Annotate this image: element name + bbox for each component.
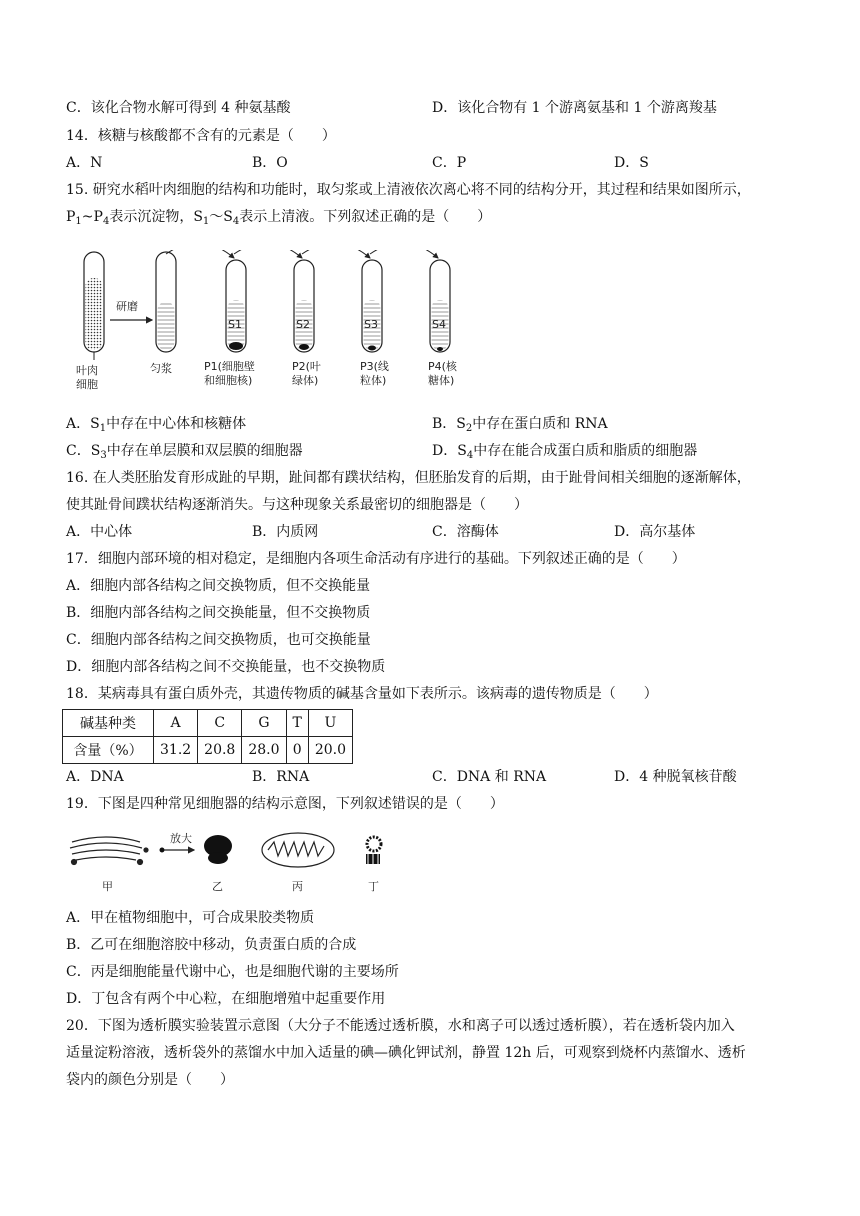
leaf-label-2: 细胞 <box>76 378 98 391</box>
q19-option-a: A．甲在植物细胞中，可合成果胶类物质 <box>66 910 315 926</box>
q20-stem-line1: 20．下图为透析膜实验装置示意图（大分子不能透过透析膜，水和离子可以透过透析膜），若在透析袋内加入 <box>66 1018 735 1034</box>
q15-stem-line1: 15. 研究水稻叶肉细胞的结构和功能时，取匀浆或上清液依次离心将不同的结构分开，其过程和结果如图所示， <box>66 182 751 198</box>
table-cell: 20.8 <box>198 737 242 764</box>
q18-option-c: C．DNA 和 RNA <box>432 769 547 785</box>
mitochondrion-icon <box>262 833 334 867</box>
q14-option-d: D．S <box>614 155 649 171</box>
q15-option-c: C．$S_3$中存在单层膜和双层膜的细胞器 <box>66 443 303 461</box>
q16-option-d: D．高尔基体 <box>614 524 696 540</box>
table-cell: G <box>242 710 286 737</box>
transfer-arrow-icon <box>234 250 302 258</box>
homogenate-label: 匀浆 <box>150 362 172 375</box>
q19-option-d: D．丁包含有两个中心粒，在细胞增殖中起重要作用 <box>66 991 386 1007</box>
q15-stem-line2: $P_1\sim P_4$表示沉淀物，$S_1\sim S_4$表示上清液。下列叙述正确的是（ ） <box>66 209 492 227</box>
tube-s4-icon <box>430 260 450 352</box>
s1-label: S1 <box>228 318 242 331</box>
table-cell: T <box>286 710 308 737</box>
label-yi: 乙 <box>212 880 223 893</box>
p2-label-2: 绿体) <box>292 374 319 387</box>
q19-stem: 19．下图是四种常见细胞器的结构示意图，下列叙述错误的是（ ） <box>66 796 504 812</box>
q15-option-d: D．$S_4$中存在能合成蛋白质和脂质的细胞器 <box>432 443 698 461</box>
q13-option-c: C．该化合物水解可得到 4 种氨基酸 <box>66 100 291 116</box>
p3-label-1: P3(线 <box>360 360 389 373</box>
p2-label-1: P2(叶 <box>292 360 321 373</box>
p4-label-1: P4(核 <box>428 360 457 373</box>
q17-option-b: B．细胞内部各结构之间交换能量，但不交换物质 <box>66 605 371 621</box>
grind-label: 研磨 <box>116 300 138 313</box>
q17-option-a: A．细胞内部各结构之间交换物质，但不交换能量 <box>66 578 371 594</box>
p1-label-1: P1(细胞壁 <box>204 360 255 373</box>
s3-label: S3 <box>364 318 378 331</box>
q15-option-a: A．$S_1$中存在中心体和核糖体 <box>66 416 247 434</box>
p3-label-2: 粒体) <box>360 374 387 387</box>
q19-option-c: C．丙是细胞能量代谢中心，也是细胞代谢的主要场所 <box>66 964 399 980</box>
q14-option-a: A．N <box>66 155 103 171</box>
q16-option-b: B．内质网 <box>252 524 319 540</box>
q20-stem-line3: 袋内的颜色分别是（ ） <box>66 1072 234 1088</box>
table-cell: 碱基种类 <box>63 710 154 737</box>
enlarge-label: 放大 <box>170 832 192 845</box>
table-row <box>63 737 353 764</box>
q14-option-c: C．P <box>432 155 467 171</box>
q16-option-a: A．中心体 <box>66 524 133 540</box>
table-cell: 含量（%） <box>63 737 154 764</box>
base-content-table <box>62 709 353 764</box>
ribosome-icon <box>204 835 232 864</box>
q16-stem-line2: 使其趾骨间蹼状结构逐渐消失。与这种现象关系最密切的细胞器是（ ） <box>66 497 528 513</box>
leaf-cell-tube-icon <box>84 252 104 360</box>
organelle-figure <box>66 828 406 898</box>
q18-stem: 18．某病毒具有蛋白质外壳，其遗传物质的碱基含量如下表所示。该病毒的遗传物质是（ ） <box>66 686 658 702</box>
tube-s3-icon <box>362 260 382 352</box>
table-cell: 20.0 <box>308 737 352 764</box>
q14-stem: 14．核糖与核酸都不含有的元素是（ ） <box>66 128 336 144</box>
golgi-icon <box>70 837 148 865</box>
q13-option-d: D．该化合物有 1 个游离氨基和 1 个游离羧基 <box>432 100 717 116</box>
q17-option-d: D．细胞内部各结构之间不交换能量，也不交换物质 <box>66 659 386 675</box>
p1-label-2: 和细胞核) <box>204 374 253 387</box>
s4-label: S4 <box>432 318 446 331</box>
p4-label-2: 糖体) <box>428 374 455 387</box>
centrosome-icon <box>366 837 381 864</box>
label-bing: 丙 <box>292 880 303 893</box>
q18-option-d: D．4 种脱氧核苷酸 <box>614 769 737 785</box>
centrifuge-figure <box>66 250 476 400</box>
q15-option-b: B．$S_2$中存在蛋白质和 RNA <box>432 416 608 434</box>
s2-label: S2 <box>296 318 310 331</box>
q16-stem-line1: 16. 在人类胚胎发育形成趾的早期，趾间都有蹼状结构，但胚胎发育的后期，由于趾骨间相关细胞的逐渐解体， <box>66 470 751 486</box>
q18-option-b: B．RNA <box>252 769 310 785</box>
transfer-arrow-icon <box>166 250 234 258</box>
table-cell: A <box>154 710 198 737</box>
label-jia: 甲 <box>102 880 113 893</box>
tube-s1-icon <box>226 260 246 352</box>
transfer-arrow-icon <box>370 250 438 258</box>
leaf-label-1: 叶肉 <box>76 364 98 377</box>
q17-option-c: C．细胞内部各结构之间交换物质，也可交换能量 <box>66 632 371 648</box>
homogenate-tube-icon <box>156 252 176 352</box>
table-cell: 28.0 <box>242 737 286 764</box>
ribosome-dot-icon <box>160 848 165 853</box>
table-cell: 31.2 <box>154 737 198 764</box>
table-cell: C <box>198 710 242 737</box>
table-row <box>63 710 353 737</box>
label-ding: 丁 <box>368 880 379 893</box>
transfer-arrow-icon <box>302 250 370 258</box>
q17-stem: 17．细胞内部环境的相对稳定，是细胞内各项生命活动有序进行的基础。下列叙述正确的是（ ） <box>66 551 686 567</box>
q16-option-c: C．溶酶体 <box>432 524 499 540</box>
q19-option-b: B．乙可在细胞溶胶中移动，负责蛋白质的合成 <box>66 937 357 953</box>
q20-stem-line2: 适量淀粉溶液，透析袋外的蒸馏水中加入适量的碘—碘化钾试剂，静置 12h 后，可观察到烧杯内蒸馏水、透析 <box>66 1045 746 1061</box>
q18-option-a: A．DNA <box>66 769 124 785</box>
table-cell: 0 <box>286 737 308 764</box>
tube-s2-icon <box>294 260 314 352</box>
table-cell: U <box>308 710 352 737</box>
q14-option-b: B．O <box>252 155 288 171</box>
